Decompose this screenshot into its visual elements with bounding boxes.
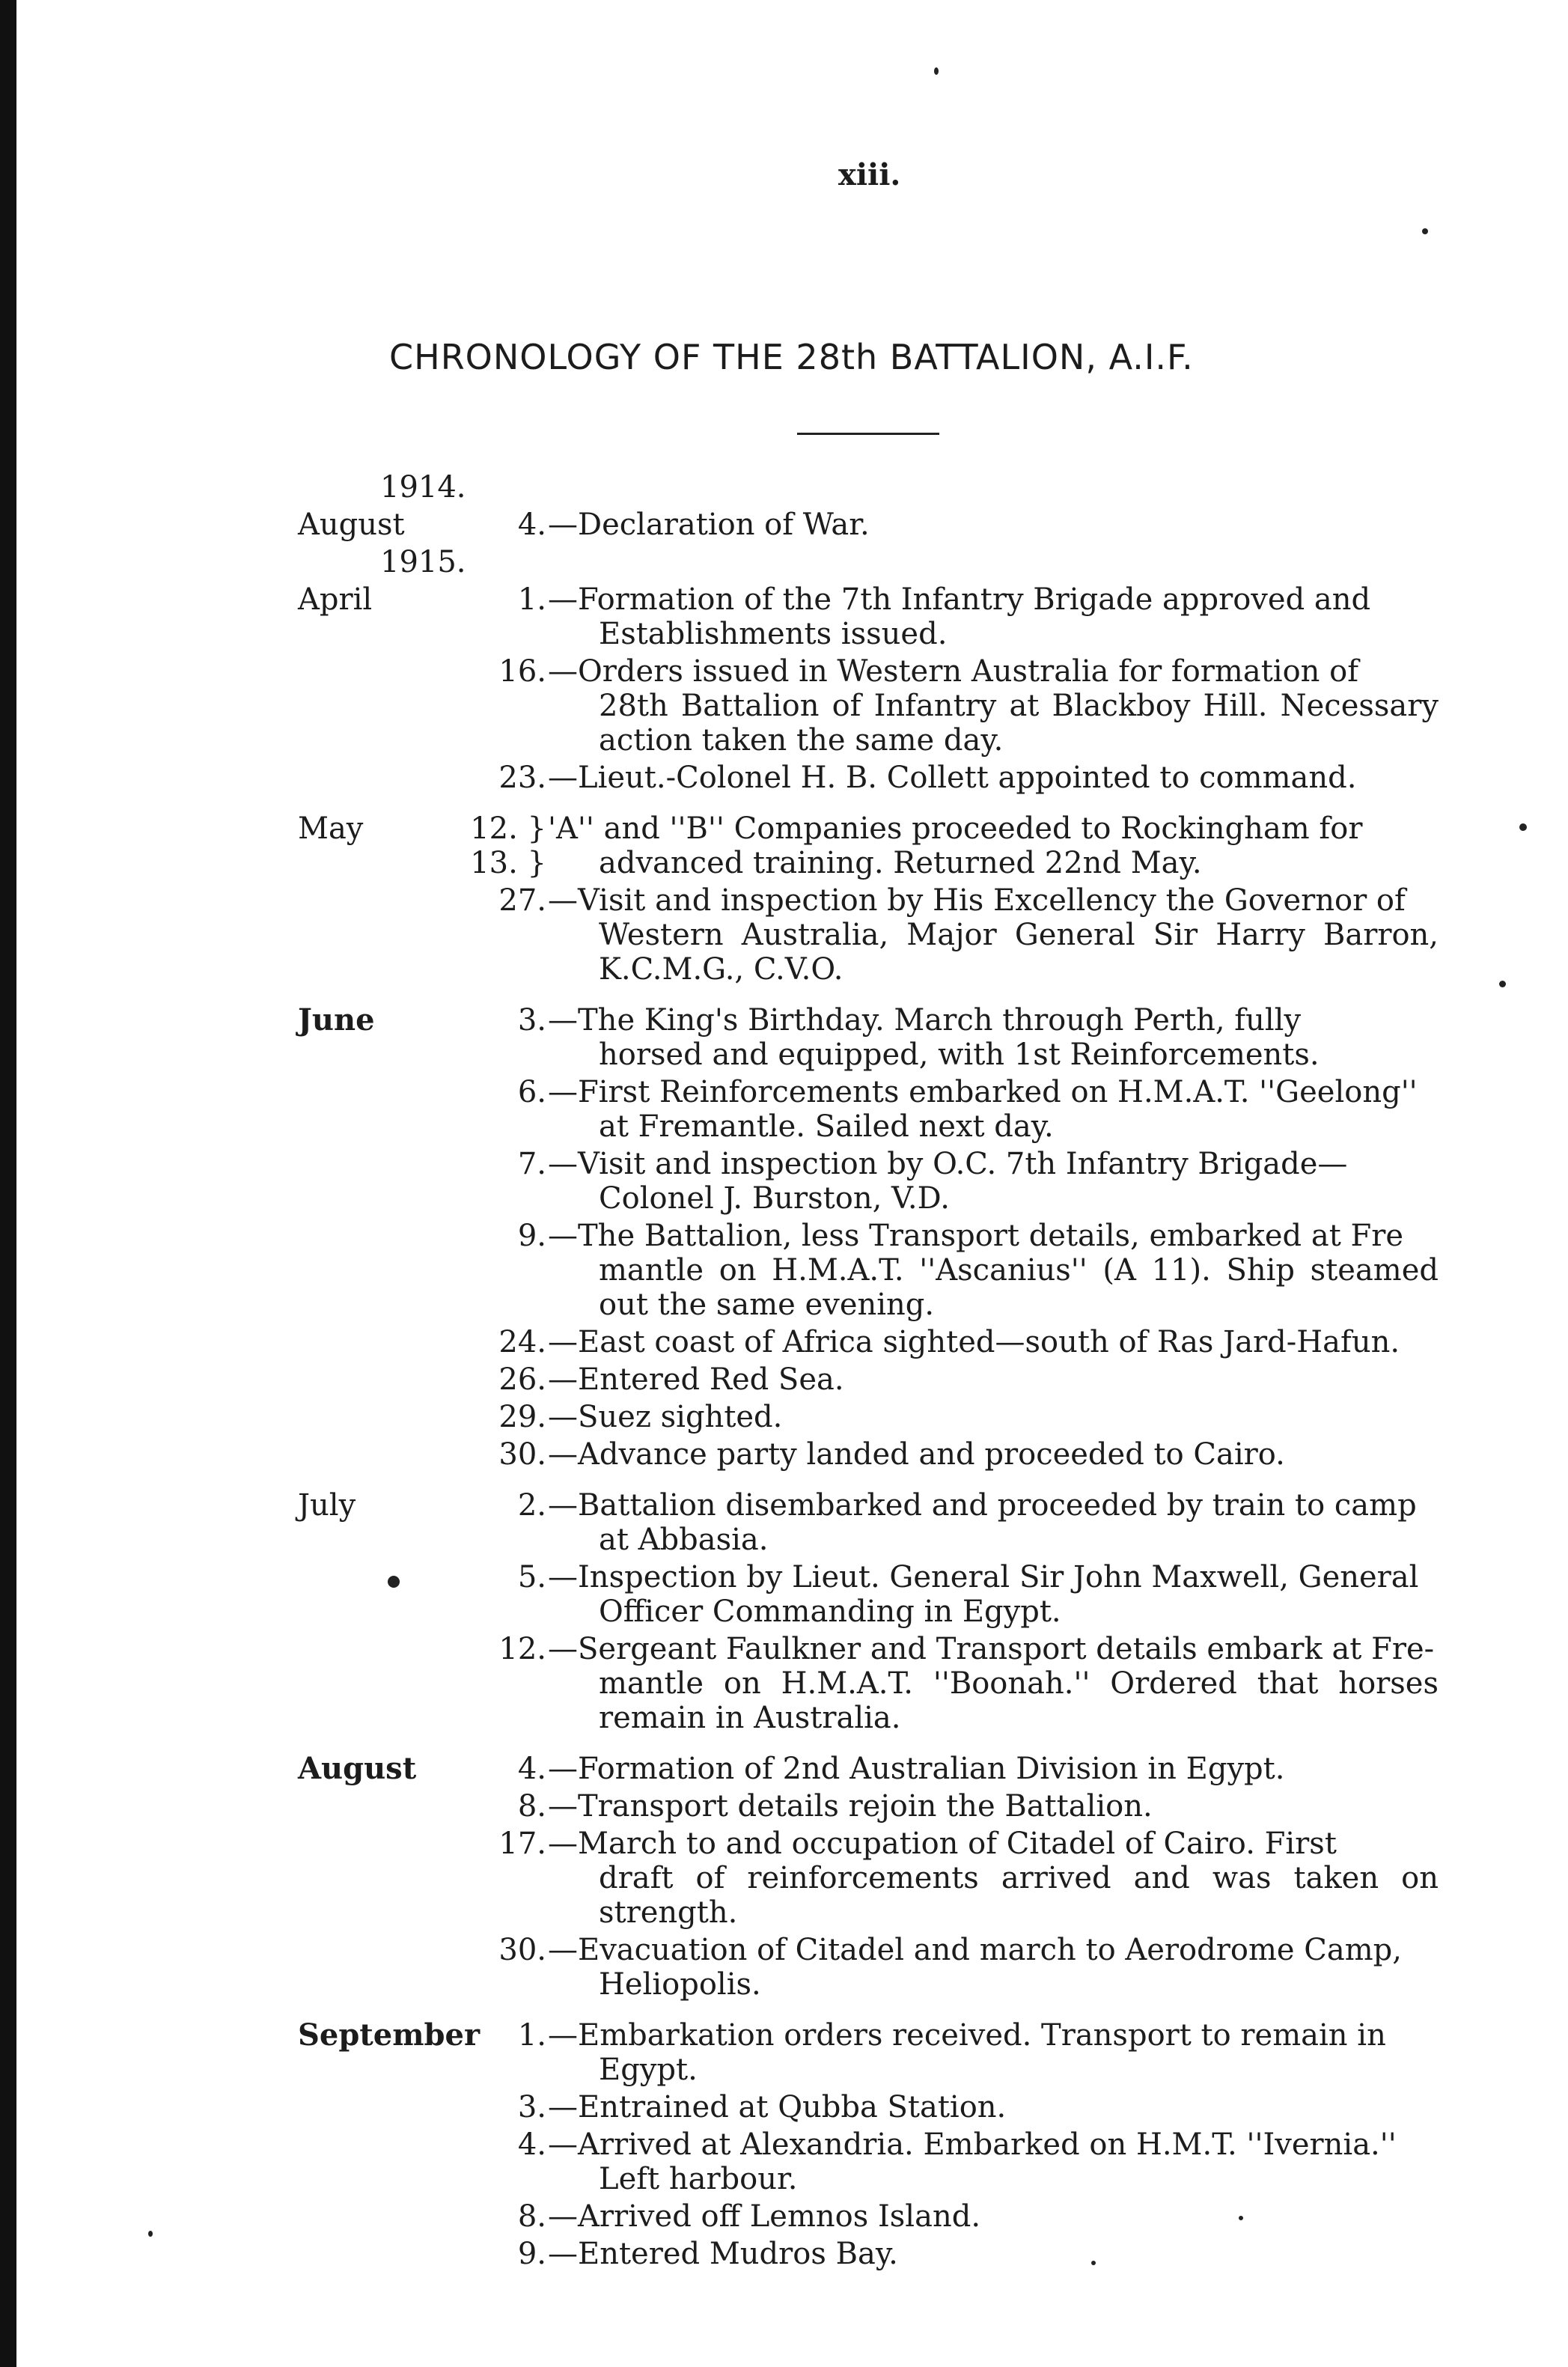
entry-text: —Battalion disembarked and proceeded by train to camp <box>548 1488 1417 1523</box>
entry-day: 9. <box>517 2237 546 2271</box>
list-item <box>0 1400 1568 1434</box>
month-label: July <box>298 1488 356 1523</box>
entry-day: 7. <box>517 1147 546 1181</box>
entry-text-continued: Egypt. <box>599 2053 698 2087</box>
entry-text: —Suez sighted. <box>548 1400 783 1434</box>
scan-speck <box>1239 2216 1243 2220</box>
list-item <box>0 2127 1568 2196</box>
list-item <box>0 811 1568 880</box>
entry-day: 23. <box>498 761 546 795</box>
month-label: August <box>298 508 405 542</box>
entry-day: 6. <box>517 1075 546 1109</box>
month-label: May <box>298 811 364 846</box>
list-item <box>0 2199 1568 2234</box>
scan-speck <box>1091 2261 1096 2265</box>
entry-text: —Visit and inspection by O.C. 7th Infantry Brigade— <box>548 1147 1348 1181</box>
list-item <box>0 1632 1568 1735</box>
list-item <box>0 654 1568 758</box>
entry-text-continued: 28th Battalion of Infantry at Blackboy Hill. Necessary action taken the same day. <box>599 689 1439 758</box>
chronology-list <box>0 470 1568 2274</box>
entry-text: 'A'' and ''B'' Companies proceeded to Rockingham for <box>548 811 1363 846</box>
entry-day: 12. } 13. } <box>470 811 546 880</box>
list-item <box>0 1437 1568 1472</box>
entry-text-continued: Western Australia, Major General Sir Harry Barron, K.C.M.G., C.V.O. <box>599 918 1439 987</box>
scan-speck <box>1519 823 1527 831</box>
entry-text-continued: at Abbasia. <box>599 1523 769 1557</box>
entry-text-continued: Colonel J. Burston, V.D. <box>599 1181 950 1216</box>
entry-text: —The King's Birthday. March through Perth, fully <box>548 1003 1302 1038</box>
entry-text: —Inspection by Lieut. General Sir John Maxwell, General <box>548 1560 1419 1594</box>
month-label: August <box>298 1751 417 1786</box>
list-item <box>0 1325 1568 1359</box>
entry-day: 4. <box>517 508 546 542</box>
list-item <box>0 1219 1568 1322</box>
list-item <box>0 1560 1568 1629</box>
list-item <box>0 1933 1568 2002</box>
entry-text-continued: mantle on H.M.A.T. ''Boonah.'' Ordered that horses remain in Australia. <box>599 1666 1439 1735</box>
entry-day: 16. <box>498 654 546 689</box>
entry-day: 26. <box>498 1362 546 1397</box>
title-divider <box>797 433 939 435</box>
entry-day: 27. <box>498 883 546 918</box>
month-label: June <box>298 1002 375 1038</box>
entry-day: 9. <box>517 1219 546 1253</box>
list-item <box>0 1147 1568 1216</box>
list-item <box>0 508 1568 542</box>
entry-day: 30. <box>498 1933 546 1967</box>
entry-text-continued: at Fremantle. Sailed next day. <box>599 1109 1054 1144</box>
entry-day: 8. <box>517 1789 546 1824</box>
entry-text: —Declaration of War. <box>548 508 870 542</box>
entry-text: —East coast of Africa sighted—south of Ras Jard-Hafun. <box>548 1325 1400 1359</box>
list-item <box>0 1003 1568 1072</box>
scan-speck <box>934 67 939 75</box>
entry-text: —Formation of the 7th Infantry Brigade approved and <box>548 582 1371 617</box>
list-item <box>0 1075 1568 1144</box>
entry-day: 8. <box>517 2199 546 2234</box>
entry-text-continued: draft of reinforcements arrived and was taken on strength. <box>599 1861 1439 1930</box>
entry-day: 3. <box>517 1003 546 1038</box>
list-item <box>0 1827 1568 1930</box>
scan-speck <box>388 1576 400 1588</box>
entry-text: —Transport details rejoin the Battalion. <box>548 1789 1153 1824</box>
list-item <box>0 1488 1568 1557</box>
entry-text-continued: mantle on H.M.A.T. ''Ascanius'' (A 11). Ship steamed out the same evening. <box>599 1253 1439 1322</box>
entry-text: —Sergeant Faulkner and Transport details embark at Fre- <box>548 1632 1435 1666</box>
entry-text: —Orders issued in Western Australia for formation of <box>548 654 1359 689</box>
entry-text: —Entrained at Qubba Station. <box>548 2090 1007 2124</box>
entry-text-continued: horsed and equipped, with 1st Reinforcements. <box>599 1038 1320 1072</box>
entry-day: 24. <box>498 1325 546 1359</box>
entry-day: 1. <box>517 2018 546 2053</box>
page-title: CHRONOLOGY OF THE 28th BATTALION, A.I.F. <box>389 337 1194 377</box>
list-item <box>0 582 1568 651</box>
list-item <box>0 1362 1568 1397</box>
entry-text: —Entered Mudros Bay. <box>548 2237 898 2271</box>
entry-text-continued: Heliopolis. <box>599 1967 761 2002</box>
entry-day: 17. <box>498 1827 546 1861</box>
entry-text: —The Battalion, less Transport details, embarked at Fre <box>548 1219 1404 1253</box>
entry-text: —Arrived at Alexandria. Embarked on H.M.T. ''Ivernia.'' <box>548 2127 1397 2162</box>
scan-speck <box>148 2231 153 2237</box>
entry-text-continued: Establishments issued. <box>599 617 948 651</box>
list-item <box>0 883 1568 987</box>
entry-day: 1. <box>517 582 546 617</box>
entry-day: 29. <box>498 1400 546 1434</box>
year-heading: 1914. <box>380 470 466 505</box>
entry-text: —Lieut.-Colonel H. B. Collett appointed to command. <box>548 761 1357 795</box>
entry-text: —March to and occupation of Citadel of Cairo. First <box>548 1827 1337 1861</box>
entry-day: 30. <box>498 1437 546 1472</box>
list-item <box>0 2237 1568 2271</box>
entry-text: —First Reinforcements embarked on H.M.A.T. ''Geelong'' <box>548 1075 1418 1109</box>
entry-text: —Embarkation orders received. Transport to remain in <box>548 2018 1386 2053</box>
entry-text-continued: Officer Commanding in Egypt. <box>599 1594 1061 1629</box>
entry-text: —Arrived off Lemnos Island. <box>548 2199 981 2234</box>
entry-day: 4. <box>517 2127 546 2162</box>
list-item <box>0 2018 1568 2087</box>
entry-day: 5. <box>517 1560 546 1594</box>
list-item <box>0 1752 1568 1786</box>
entry-day: 4. <box>517 1752 546 1786</box>
entry-text: —Advance party landed and proceeded to Cairo. <box>548 1437 1285 1472</box>
scan-speck <box>1499 981 1506 987</box>
list-item <box>0 2090 1568 2124</box>
month-label: September <box>298 2017 481 2053</box>
entry-text: —Entered Red Sea. <box>548 1362 844 1397</box>
entry-text-continued: advanced training. Returned 22nd May. <box>599 846 1202 880</box>
entry-day: 3. <box>517 2090 546 2124</box>
month-label: April <box>298 582 373 617</box>
entry-day: 2. <box>517 1488 546 1523</box>
list-item <box>0 1789 1568 1824</box>
entry-text: —Evacuation of Citadel and march to Aerodrome Camp, <box>548 1933 1402 1967</box>
page-number: xiii. <box>838 157 901 192</box>
entry-day: 12. <box>498 1632 546 1666</box>
entry-text: —Formation of 2nd Australian Division in Egypt. <box>548 1752 1285 1786</box>
entry-text: —Visit and inspection by His Excellency the Governor of <box>548 883 1406 918</box>
year-heading: 1915. <box>380 545 466 579</box>
list-item <box>0 761 1568 795</box>
scan-speck <box>1422 228 1428 234</box>
entry-text-continued: Left harbour. <box>599 2162 798 2196</box>
